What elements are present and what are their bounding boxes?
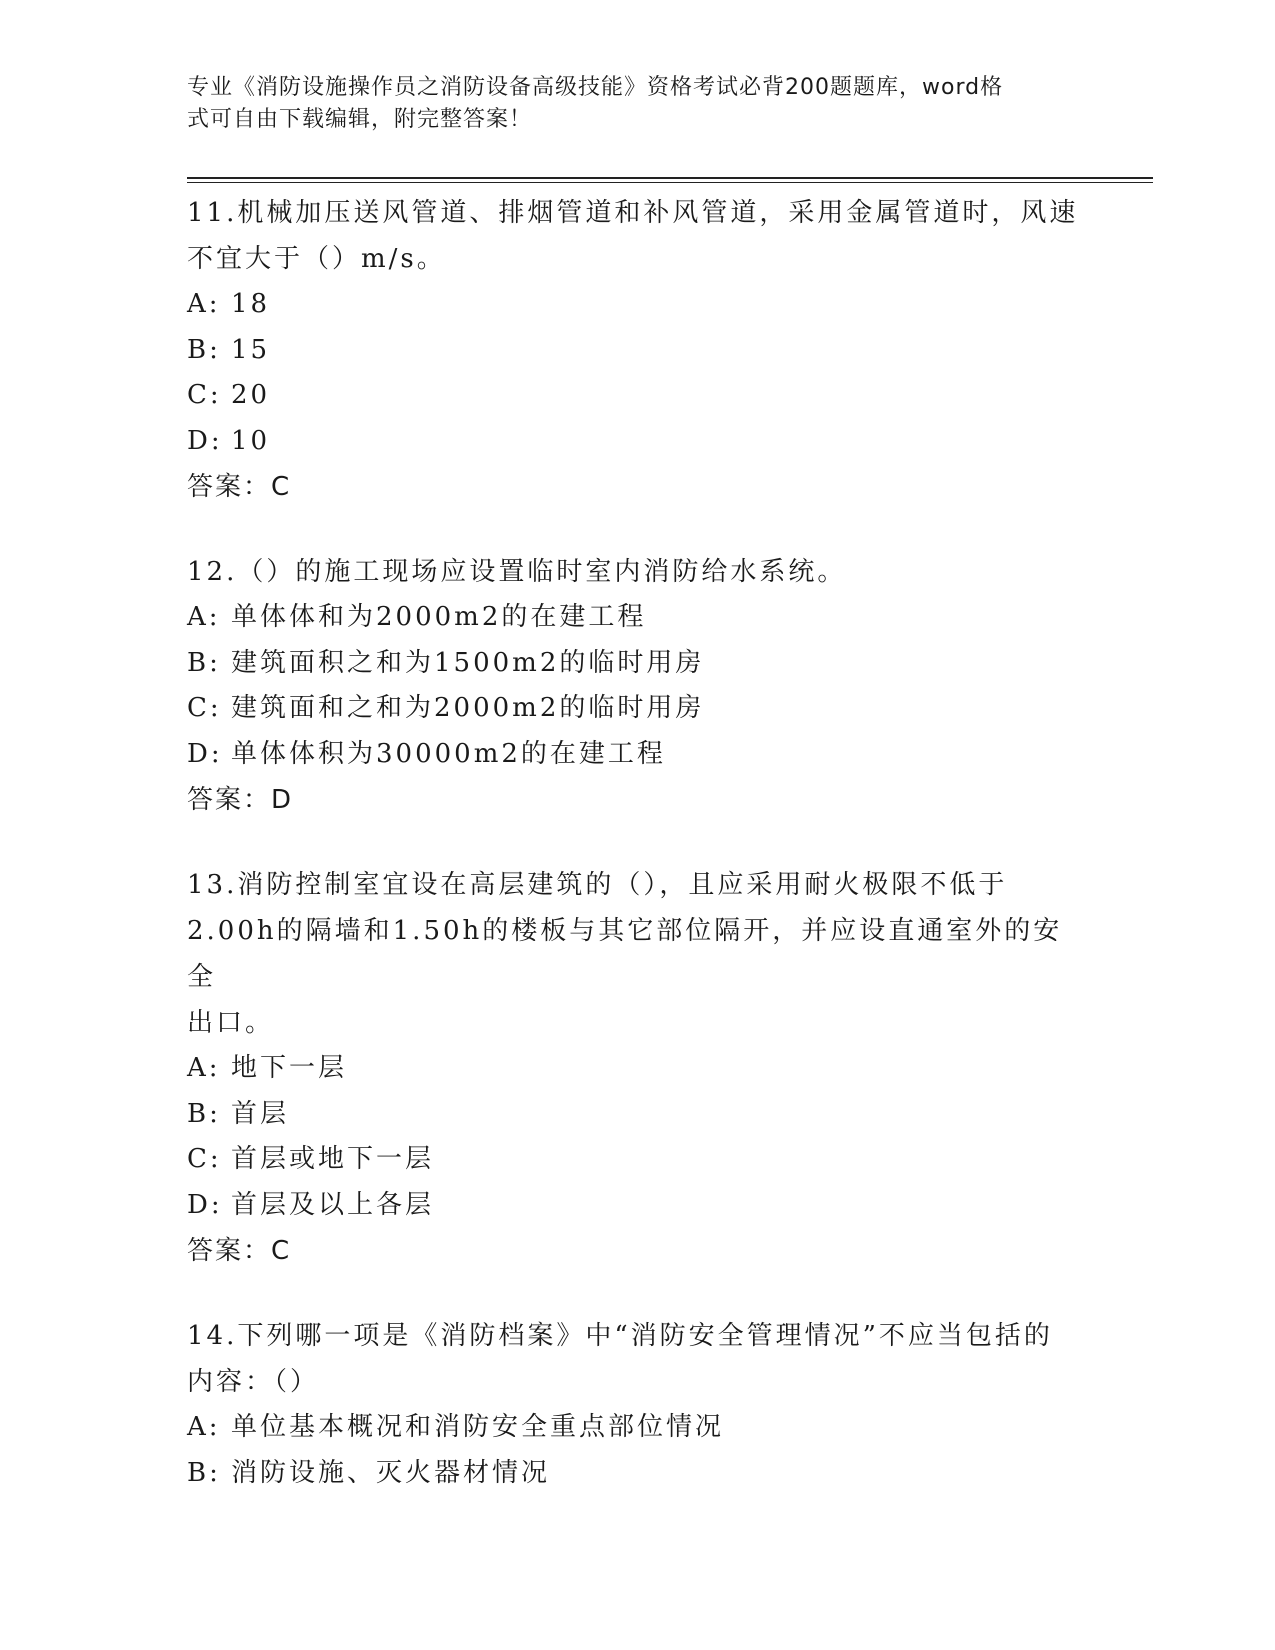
question-stem-line: 出口。 — [187, 1008, 275, 1038]
question-14 — [187, 1313, 1087, 1496]
option-text: 建筑面积之和为1500m2的临时用房 — [231, 647, 705, 678]
option-key: C: — [187, 1144, 222, 1174]
option-d — [187, 419, 1087, 465]
option-text: 15 — [231, 334, 271, 365]
option-key: D: — [187, 425, 223, 456]
document-header — [187, 72, 1067, 136]
option-key: C: — [187, 380, 222, 410]
option-text: 建筑面和之和为2000m2的临时用房 — [231, 693, 705, 723]
option-a — [187, 1046, 1087, 1092]
option-c — [187, 373, 1087, 419]
option-d — [187, 732, 1087, 778]
option-b — [187, 328, 1087, 374]
question-list — [187, 190, 1087, 1535]
question-13 — [187, 862, 1087, 1274]
option-text: 单位基本概况和消防安全重点部位情况 — [231, 1412, 725, 1442]
option-key: A: — [187, 289, 221, 319]
option-key: A: — [187, 602, 221, 632]
question-stem-line: 内容：（） — [187, 1367, 320, 1397]
question-stem-line: 2.00h的隔墙和1.50h的楼板与其它部位隔开，并应设直通室外的安全 — [187, 916, 1063, 992]
option-c — [187, 1137, 1087, 1183]
answer-line: 答案：C — [187, 472, 292, 502]
option-key: B: — [187, 1457, 221, 1488]
option-key: A: — [187, 1412, 221, 1442]
option-key: B: — [187, 1098, 221, 1129]
header-line: 专业《消防设施操作员之消防设备高级技能》资格考试必背200题题库，word格 — [187, 75, 1004, 100]
option-a — [187, 282, 1087, 328]
option-d — [187, 1183, 1087, 1229]
question-11 — [187, 190, 1087, 510]
option-text: 单体体积为30000m2的在建工程 — [231, 738, 666, 769]
option-text: 20 — [231, 380, 271, 410]
question-stem-line: 不宜大于（）m/s。 — [187, 244, 446, 274]
answer-line: 答案：C — [187, 1236, 292, 1266]
question-stem-line: 13.消防控制室宜设在高层建筑的（），且应采用耐火极限不低于 — [187, 870, 1008, 900]
question-stem-line: 12.（）的施工现场应设置临时室内消防给水系统。 — [187, 557, 847, 587]
option-key: C: — [187, 693, 222, 723]
option-text: 18 — [231, 289, 271, 319]
option-b — [187, 641, 1087, 687]
option-text: 首层或地下一层 — [231, 1144, 435, 1174]
option-text: 单体体和为2000m2的在建工程 — [231, 602, 647, 632]
option-a — [187, 1405, 1087, 1451]
option-key: B: — [187, 647, 221, 678]
header-divider — [187, 177, 1153, 179]
option-text: 10 — [231, 425, 271, 456]
question-stem-line: 14.下列哪一项是《消防档案》中“消防安全管理情况”不应当包括的 — [187, 1321, 1053, 1351]
option-key: B: — [187, 334, 221, 365]
option-a — [187, 595, 1087, 641]
question-stem-line: 11.机械加压送风管道、排烟管道和补风管道，采用金属管道时，风速 — [187, 198, 1079, 228]
option-c — [187, 686, 1087, 732]
option-text: 首层 — [231, 1098, 290, 1129]
header-line: 式可自由下载编辑，附完整答案！ — [187, 107, 533, 132]
option-key: D: — [187, 738, 223, 769]
option-b — [187, 1451, 1087, 1497]
option-text: 消防设施、灭火器材情况 — [231, 1457, 551, 1488]
question-12 — [187, 549, 1087, 823]
option-key: D: — [187, 1189, 223, 1220]
option-b — [187, 1092, 1087, 1138]
option-text: 地下一层 — [231, 1053, 348, 1083]
option-key: A: — [187, 1053, 221, 1083]
option-text: 首层及以上各层 — [231, 1189, 435, 1220]
header-divider — [187, 182, 1153, 183]
answer-line: 答案：D — [187, 785, 294, 815]
